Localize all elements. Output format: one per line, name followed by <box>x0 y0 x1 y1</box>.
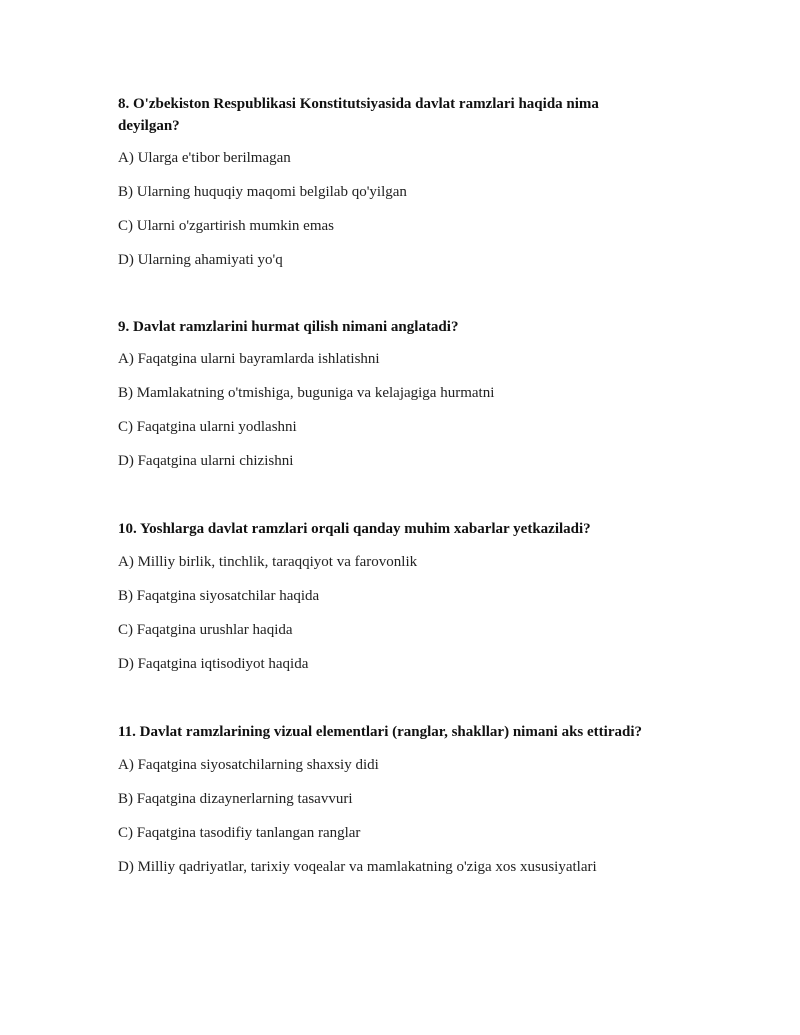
option-b: B) Faqatgina siyosatchilar haqida <box>118 588 320 604</box>
option-a: A) Faqatgina ularni bayramlarda ishlatishni <box>118 351 380 367</box>
option-d: D) Faqatgina iqtisodiyot haqida <box>118 656 309 672</box>
option-c: C) Faqatgina ularni yodlashni <box>118 419 297 435</box>
question-10 <box>118 518 678 672</box>
option-d: D) Milliy qadriyatlar, tarixiy voqealar va mamlakatning o'ziga xos xususiyatlari <box>118 859 597 875</box>
option-a: A) Faqatgina siyosatchilarning shaxsiy didi <box>118 757 379 773</box>
question-9 <box>118 316 678 469</box>
option-b: B) Faqatgina dizaynerlarning tasavvuri <box>118 791 353 807</box>
question-title: 9. Davlat ramzlarini hurmat qilish nimani anglatadi? <box>118 319 459 335</box>
option-d: D) Faqatgina ularni chizishni <box>118 453 294 469</box>
option-d: D) Ularning ahamiyati yo'q <box>118 252 283 268</box>
question-11 <box>118 721 678 875</box>
option-a: A) Milliy birlik, tinchlik, taraqqiyot va farovonlik <box>118 554 418 570</box>
option-c: C) Ularni o'zgartirish mumkin emas <box>118 218 334 234</box>
option-a: A) Ularga e'tibor berilmagan <box>118 150 291 166</box>
option-b: B) Ularning huquqiy maqomi belgilab qo'yilgan <box>118 184 407 200</box>
question-8 <box>118 93 678 268</box>
question-title: 8. O'zbekiston Respublikasi Konstitutsiyasida davlat ramzlari haqida nima deyilgan? <box>118 96 599 134</box>
option-c: C) Faqatgina tasodifiy tanlangan ranglar <box>118 825 361 841</box>
question-title: 11. Davlat ramzlarining vizual elementlari (ranglar, shakllar) nimani aks ettiradi? <box>118 724 643 740</box>
option-b: B) Mamlakatning o'tmishiga, buguniga va kelajagiga hurmatni <box>118 385 495 401</box>
question-title: 10. Yoshlarga davlat ramzlari orqali qanday muhim xabarlar yetkaziladi? <box>118 521 591 537</box>
option-c: C) Faqatgina urushlar haqida <box>118 622 293 638</box>
